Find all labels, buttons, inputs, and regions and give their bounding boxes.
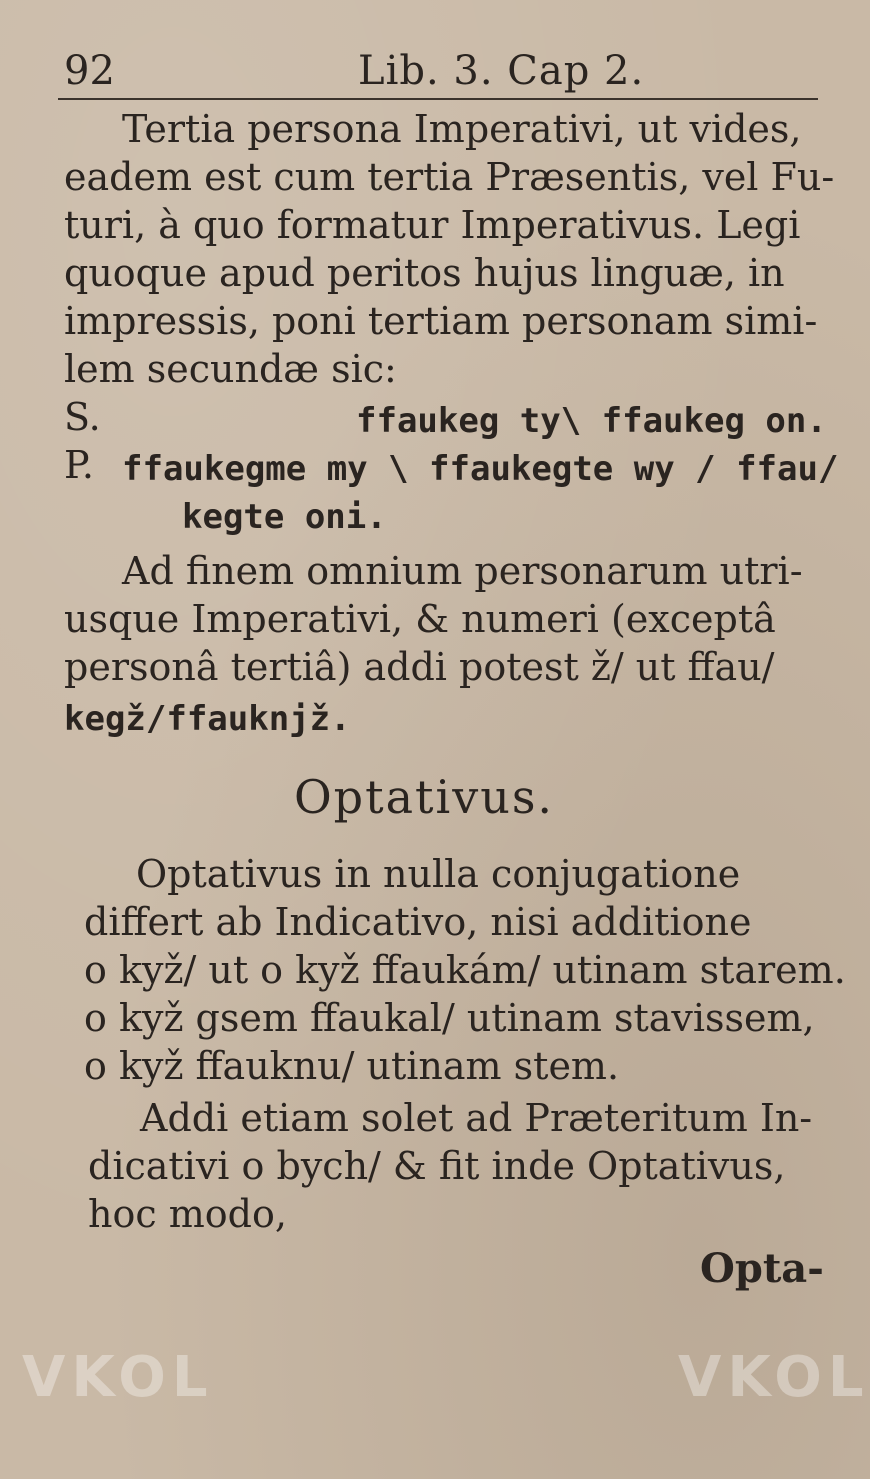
text-line: kegž/ffauknjž. <box>64 699 351 739</box>
text-line: Optativus in nulla conjugatione <box>136 852 741 896</box>
text-line: Ad finem omnium personarum utri- <box>122 549 803 593</box>
text-line: personâ tertiâ) addi potest ž/ ut ffau/ <box>64 645 775 689</box>
plural-forms: ffaukegme my \ ffaukegte wy / ffau/ <box>122 449 839 489</box>
text-line: quoque apud peritos hujus linguæ, in <box>64 251 785 295</box>
text-line: lem secundæ sic: <box>64 347 397 391</box>
text-line: Tertia persona Imperativi, ut vides, <box>122 107 802 151</box>
text-line: impressis, poni tertiam personam simi- <box>64 299 818 343</box>
plural-label: P. <box>64 443 94 487</box>
text-line: dicativi o bych/ & fit inde Optativus, <box>88 1144 786 1188</box>
text-line: eadem est cum tertia Præsentis, vel Fu- <box>64 155 835 199</box>
page-header <box>58 40 818 100</box>
text-line: hoc modo, <box>88 1192 287 1236</box>
text-line: turi, à quo formatur Imperativus. Legi <box>64 203 801 247</box>
page-number: 92 <box>64 48 115 94</box>
text-line: o kyž ffauknu/ utinam stem. <box>84 1044 620 1088</box>
watermark-left: VKOL <box>22 1345 214 1410</box>
singular-forms: ffaukeg ty\ ffaukeg on. <box>356 401 827 441</box>
running-head: Lib. 3. Cap 2. <box>358 48 645 94</box>
plural-continuation: kegte oni. <box>182 497 387 537</box>
text-line: differt ab Indicativo, nisi additione <box>84 900 752 944</box>
header-rule <box>58 98 818 100</box>
watermark-right: VKOL <box>678 1345 870 1410</box>
text-line: usque Imperativi, & numeri (exceptâ <box>64 597 776 641</box>
catchword: Opta- <box>700 1245 824 1292</box>
text-line: o kyž gsem ffaukal/ utinam stavissem, <box>84 996 815 1040</box>
text-line: o kyž/ ut o kyž ffaukám/ utinam starem. <box>84 948 846 992</box>
section-heading: Optativus. <box>293 770 555 824</box>
text-line: Addi etiam solet ad Præteritum In- <box>140 1096 813 1140</box>
singular-label: S. <box>64 395 101 439</box>
